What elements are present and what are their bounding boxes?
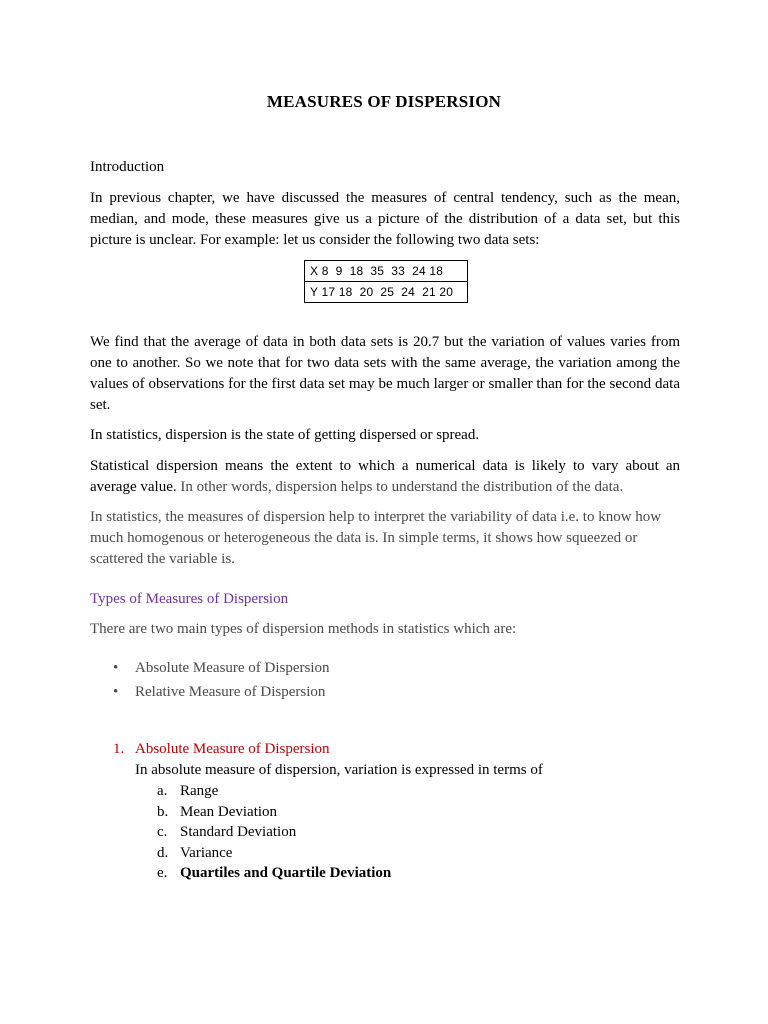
section-intro: In absolute measure of dispersion, variation is expressed in terms of	[135, 762, 543, 778]
paragraph-statistical-dispersion	[90, 456, 680, 498]
types-intro: There are two main types of dispersion methods in statistics which are:	[90, 621, 517, 637]
page-title: MEASURES OF DISPERSION	[266, 92, 502, 111]
paragraph-statistical-dispersion-aside: In other words, dispersion helps to understand the distribution of the data.	[176, 479, 624, 495]
bullet-marker: •	[113, 660, 119, 676]
paragraph-dispersion-definition: In statistics, dispersion is the state of getting dispersed or spread.	[90, 427, 480, 443]
table-cell-y: Y 17 18 20 25 24 21 20	[305, 282, 468, 303]
section-heading	[113, 739, 330, 760]
paragraph-measures-interpret: In statistics, the measures of dispersion help to interpret the variability of data i.e. to know how much homogenous or heterogeneous the data is. In simple terms, it shows how squeezed or scattered the variable is.	[90, 509, 662, 567]
table-cell-x: X 8 9 18 35 33 24 18	[305, 261, 468, 282]
list-item	[113, 656, 330, 680]
paragraph-average: We find that the average of data in both data sets is 20.7 but the variation of values varies from one to another. So we note that for two data sets with the same average, the variation among the values of observations for the first data set may be much larger or smaller than for the second data set.	[90, 334, 680, 413]
list-item	[157, 863, 391, 884]
list-item-label: Standard Deviation	[180, 824, 297, 841]
types-heading: Types of Measures of Dispersion	[90, 591, 289, 607]
section-title: Absolute Measure of Dispersion	[135, 741, 330, 757]
paragraph-statistical-dispersion-main: Statistical dispersion means the extent to which a numerical data is likely to vary about an average value.	[90, 458, 680, 495]
list-item-label: Quartiles and Quartile Deviation	[180, 865, 392, 882]
list-item	[157, 822, 391, 843]
list-marker: d.	[157, 844, 169, 861]
table-row	[305, 282, 468, 303]
list-item-label: Mean Deviation	[180, 803, 278, 820]
list-item-label: Relative Measure of Dispersion	[135, 684, 326, 700]
paragraph-previous-chapter: In previous chapter, we have discussed the measures of central tendency, such as the mean, median, and mode, these measures give us a picture of the distribution of a data set, but this picture is unclear. For example: let us consider the following two data sets:	[90, 190, 680, 248]
list-item-label: Range	[180, 783, 219, 799]
list-marker: e.	[157, 865, 168, 882]
list-marker: c.	[157, 824, 168, 841]
list-item	[157, 781, 391, 802]
section-number: 1.	[113, 741, 125, 757]
types-list	[113, 656, 330, 704]
list-marker: b.	[157, 803, 169, 820]
list-item-label: Absolute Measure of Dispersion	[135, 660, 330, 676]
measures-list	[157, 781, 391, 884]
list-marker: a.	[157, 783, 168, 799]
table-row	[305, 261, 468, 282]
data-sets-table	[304, 260, 468, 303]
list-item	[157, 802, 391, 823]
bullet-marker: •	[113, 684, 119, 700]
list-item	[157, 843, 391, 864]
intro-heading: Introduction	[90, 159, 165, 175]
list-item	[113, 680, 330, 704]
list-item-label: Variance	[180, 844, 233, 861]
